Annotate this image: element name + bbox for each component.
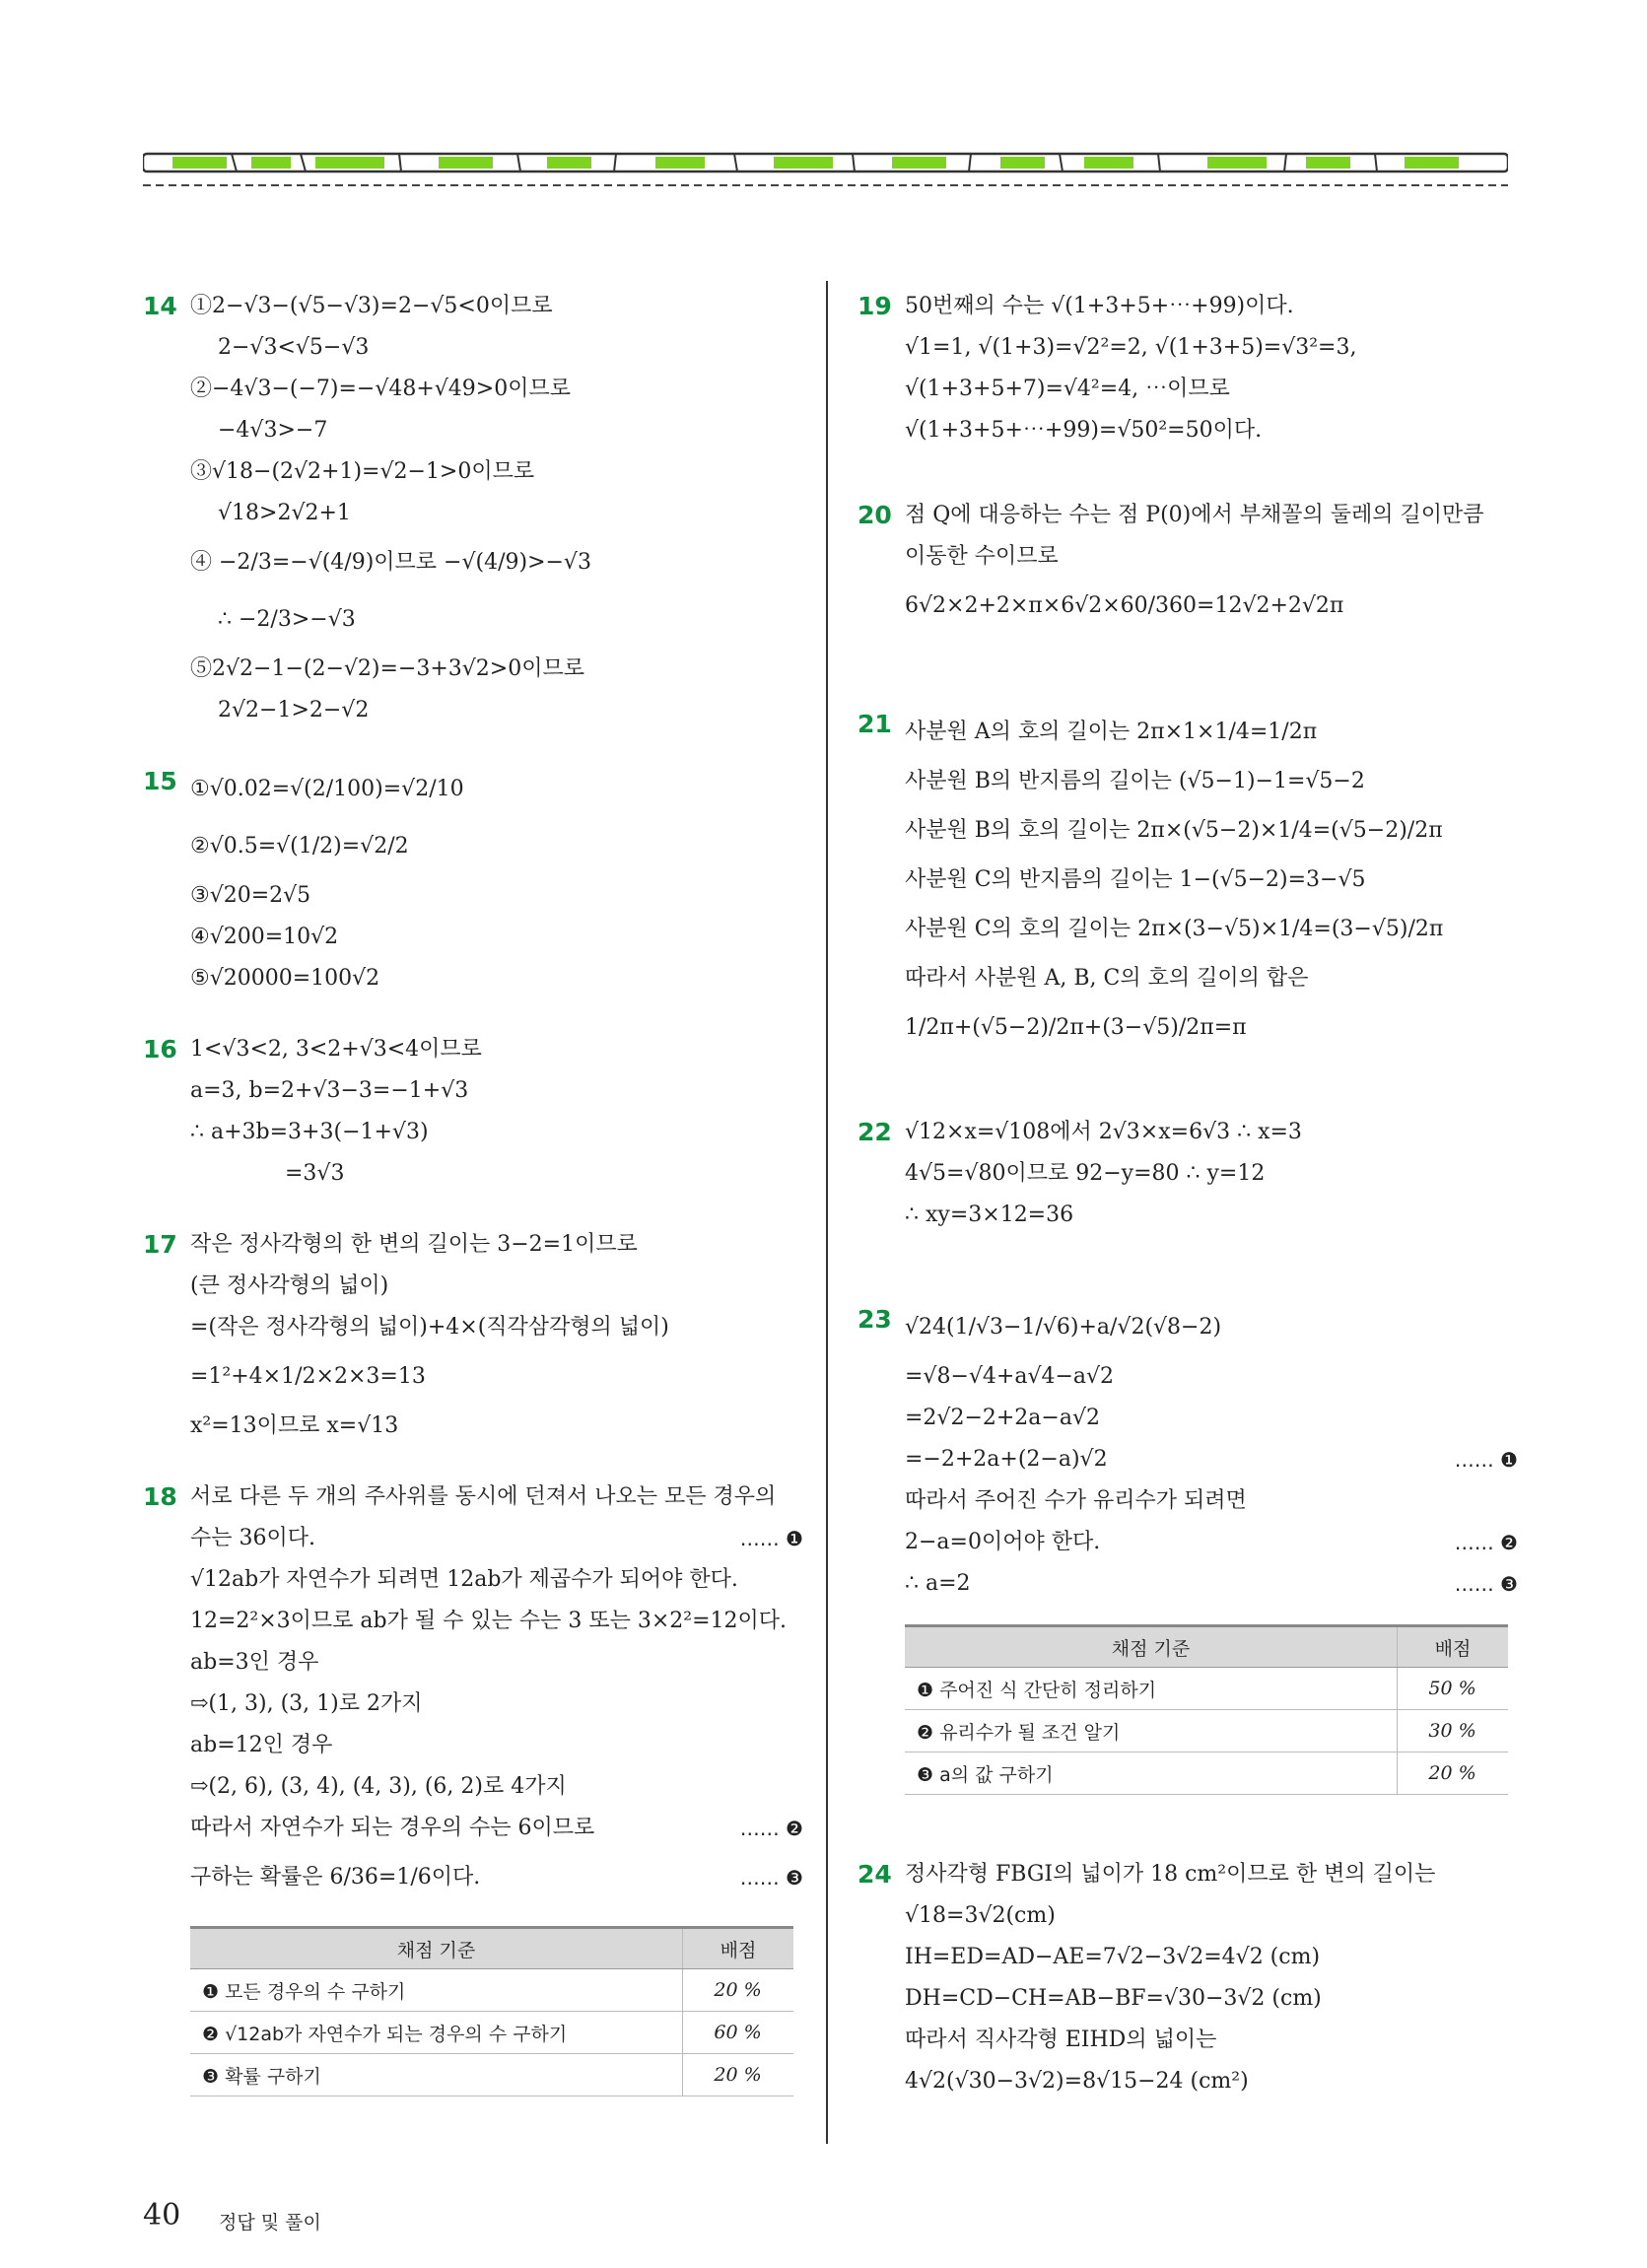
table-cell: ❶ 주어진 식 간단히 정리하기 xyxy=(905,1668,1398,1710)
line: ④ −2/3=−√(4/9)이므로 −√(4/9)>−√3 xyxy=(190,550,591,575)
line: 구하는 확률은 6/36=1/6이다. xyxy=(190,1865,481,1890)
problem-15 xyxy=(143,761,803,999)
problem-number: 20 xyxy=(858,501,892,529)
line: 1/2π+(√5−2)/2π+(3−√5)/2π=π xyxy=(905,1015,1247,1040)
table-cell: 20 % xyxy=(1398,1753,1509,1795)
line: ③√20=2√5 xyxy=(190,883,311,908)
line: ②−4√3−(−7)=−√48+√49>0이므로 xyxy=(190,377,571,401)
line: √12×x=√108에서 2√3×x=6√3 ∴ x=3 xyxy=(905,1120,1302,1144)
line: 사분원 B의 호의 길이는 2π×(√5−2)×1/4=(√5−2)/2π xyxy=(905,818,1443,843)
problem-number: 18 xyxy=(143,1482,177,1511)
step-marker-3: …… ❸ xyxy=(739,1866,803,1890)
line: 사분원 C의 호의 길이는 2π×(3−√5)×1/4=(3−√5)/2π xyxy=(905,917,1444,941)
header-decoration xyxy=(143,148,1508,197)
line: =(작은 정사각형의 넓이)+4×(직각삼각형의 넓이) xyxy=(190,1315,669,1340)
problem-24 xyxy=(858,1854,1518,2102)
line: 4√2(√30−3√2)=8√15−24 (cm²) xyxy=(905,2069,1249,2094)
table-cell: ❸ a의 값 구하기 xyxy=(905,1753,1398,1795)
line: 작은 정사각형의 한 변의 길이는 3−2=1이므로 xyxy=(190,1232,638,1257)
line: √(1+3+5+7)=√4²=4, ⋯이므로 xyxy=(905,377,1230,401)
line: 2−a=0이어야 한다. xyxy=(905,1530,1101,1554)
footer-title: 정답 및 풀이 xyxy=(219,2212,321,2234)
table-header: 배점 xyxy=(1398,1626,1509,1668)
left-column xyxy=(143,286,803,2126)
page-number: 40 xyxy=(143,2198,181,2233)
line: ②√0.5=√(1/2)=√2/2 xyxy=(190,834,409,859)
line: =1²+4×1/2×2×3=13 xyxy=(190,1364,426,1389)
table-cell: ❶ 모든 경우의 수 구하기 xyxy=(190,1969,683,2012)
problem-19 xyxy=(858,286,1518,451)
line: 수는 36이다. xyxy=(190,1526,315,1550)
table-row xyxy=(905,1753,1508,1795)
problem-14 xyxy=(143,286,803,731)
problem-21 xyxy=(858,704,1518,1057)
line: 50번째의 수는 √(1+3+5+⋯+99)이다. xyxy=(905,294,1294,318)
line: ∴ −2/3>−√3 xyxy=(218,607,356,632)
line: √1=1, √(1+3)=√2²=2, √(1+3+5)=√3²=3, xyxy=(905,335,1357,360)
problem-number: 24 xyxy=(858,1860,892,1889)
table-row xyxy=(905,1710,1508,1753)
line: ①√0.02=√(2/100)=√2/10 xyxy=(190,777,464,801)
step-marker-3: …… ❸ xyxy=(1454,1572,1518,1596)
line: ④√200=10√2 xyxy=(190,925,339,949)
line: (큰 정사각형의 넓이) xyxy=(190,1273,389,1298)
line: 따라서 자연수가 되는 경우의 수는 6이므로 xyxy=(190,1816,595,1840)
step-marker-2: …… ❷ xyxy=(1454,1531,1518,1554)
line: 정사각형 FBGI의 넓이가 18 cm²이므로 한 변의 길이는 xyxy=(905,1862,1436,1887)
table-row xyxy=(905,1668,1508,1710)
line: DH=CD−CH=AB−BF=√30−3√2 (cm) xyxy=(905,1986,1322,2011)
problem-number: 21 xyxy=(858,710,892,738)
line: √18=3√2(cm) xyxy=(905,1903,1056,1928)
step-marker-1: …… ❶ xyxy=(739,1527,803,1550)
line: 1<√3<2, 3<2+√3<4이므로 xyxy=(190,1037,482,1062)
line: 따라서 주어진 수가 유리수가 되려면 xyxy=(905,1488,1247,1513)
line: ③√18−(2√2+1)=√2−1>0이므로 xyxy=(190,459,535,484)
problem-16 xyxy=(143,1029,803,1195)
table-cell: 20 % xyxy=(683,1969,794,2012)
table-header: 채점 기준 xyxy=(905,1626,1398,1668)
line: =√8−√4+a√4−a√2 xyxy=(905,1364,1115,1389)
line: a=3, b=2+√3−3=−1+√3 xyxy=(190,1078,469,1103)
table-cell: 30 % xyxy=(1398,1710,1509,1753)
line: 따라서 직사각형 EIHD의 넓이는 xyxy=(905,2027,1217,2052)
line: ab=12인 경우 xyxy=(190,1733,333,1757)
line: 사분원 B의 반지름의 길이는 (√5−1)−1=√5−2 xyxy=(905,769,1365,793)
line: =3√3 xyxy=(285,1161,345,1186)
problem-22 xyxy=(858,1112,1518,1236)
scoring-table-18 xyxy=(190,1926,793,2096)
line: 사분원 A의 호의 길이는 2π×1×1/4=1/2π xyxy=(905,720,1318,744)
problem-number: 22 xyxy=(858,1118,892,1146)
table-cell: 50 % xyxy=(1398,1668,1509,1710)
table-cell: ❸ 확률 구하기 xyxy=(190,2054,683,2096)
line: ⇨(1, 3), (3, 1)로 2가지 xyxy=(190,1691,423,1716)
problem-18 xyxy=(143,1477,803,2096)
problem-number: 23 xyxy=(858,1305,892,1334)
line: 이동한 수이므로 xyxy=(905,544,1059,569)
problem-number: 17 xyxy=(143,1230,177,1259)
problem-number: 14 xyxy=(143,292,177,320)
table-cell: ❷ 유리수가 될 조건 알기 xyxy=(905,1710,1398,1753)
line: 서로 다른 두 개의 주사위를 동시에 던져서 나오는 모든 경우의 xyxy=(190,1484,777,1509)
line: ∴ a=2 xyxy=(905,1571,971,1596)
line: ab=3인 경우 xyxy=(190,1650,319,1675)
line: =2√2−2+2a−a√2 xyxy=(905,1406,1100,1430)
line: √24(1/√3−1/√6)+a/√2(√8−2) xyxy=(905,1315,1222,1340)
line: IH=ED=AD−AE=7√2−3√2=4√2 (cm) xyxy=(905,1945,1321,1969)
line: 점 Q에 대응하는 수는 점 P(0)에서 부채꼴의 둘레의 길이만큼 xyxy=(905,503,1484,527)
line: 6√2×2+2×π×6√2×60/360=12√2+2√2π xyxy=(905,593,1344,618)
problem-number: 19 xyxy=(858,292,892,320)
table-cell: 60 % xyxy=(683,2012,794,2054)
line: 2√2−1>2−√2 xyxy=(218,698,370,722)
line: √12ab가 자연수가 되려면 12ab가 제곱수가 되어야 한다. xyxy=(190,1567,738,1592)
problem-23 xyxy=(858,1299,1518,1795)
step-marker-2: …… ❷ xyxy=(739,1817,803,1840)
line: ⑤√20000=100√2 xyxy=(190,966,380,991)
line: 12=2²×3이므로 ab가 될 수 있는 수는 3 또는 3×2²=12이다. xyxy=(190,1609,788,1633)
line: −4√3>−7 xyxy=(218,418,328,443)
line: ①2−√3−(√5−√3)=2−√5<0이므로 xyxy=(190,294,553,318)
scoring-table-23 xyxy=(905,1624,1508,1795)
line: 4√5=√80이므로 92−y=80 ∴ y=12 xyxy=(905,1161,1266,1186)
table-row xyxy=(190,1969,793,2012)
table-cell: 20 % xyxy=(683,2054,794,2096)
line: ⑤2√2−1−(2−√2)=−3+3√2>0이므로 xyxy=(190,656,584,681)
problem-number: 15 xyxy=(143,767,177,795)
table-row xyxy=(190,2054,793,2096)
problem-17 xyxy=(143,1224,803,1447)
problem-number: 16 xyxy=(143,1035,177,1064)
line: =−2+2a+(2−a)√2 xyxy=(905,1447,1108,1472)
step-marker-1: …… ❶ xyxy=(1454,1448,1518,1472)
table-header: 배점 xyxy=(683,1928,794,1969)
line: ⇨(2, 6), (3, 4), (4, 3), (6, 2)로 4가지 xyxy=(190,1774,567,1799)
line: √(1+3+5+⋯+99)=√50²=50이다. xyxy=(905,418,1263,443)
problem-20 xyxy=(858,495,1518,635)
line: 2−√3<√5−√3 xyxy=(218,335,370,360)
table-header: 채점 기준 xyxy=(190,1928,683,1969)
line: 따라서 사분원 A, B, C의 호의 길이의 합은 xyxy=(905,966,1309,991)
column-divider xyxy=(826,281,828,2144)
line: x²=13이므로 x=√13 xyxy=(190,1413,399,1438)
line: ∴ xy=3×12=36 xyxy=(905,1203,1074,1227)
line: ∴ a+3b=3+3(−1+√3) xyxy=(190,1120,429,1144)
table-cell: ❷ √12ab가 자연수가 되는 경우의 수 구하기 xyxy=(190,2012,683,2054)
line: √18>2√2+1 xyxy=(218,501,351,525)
table-row xyxy=(190,2012,793,2054)
right-column xyxy=(858,286,1518,2132)
line: 사분원 C의 반지름의 길이는 1−(√5−2)=3−√5 xyxy=(905,867,1366,892)
